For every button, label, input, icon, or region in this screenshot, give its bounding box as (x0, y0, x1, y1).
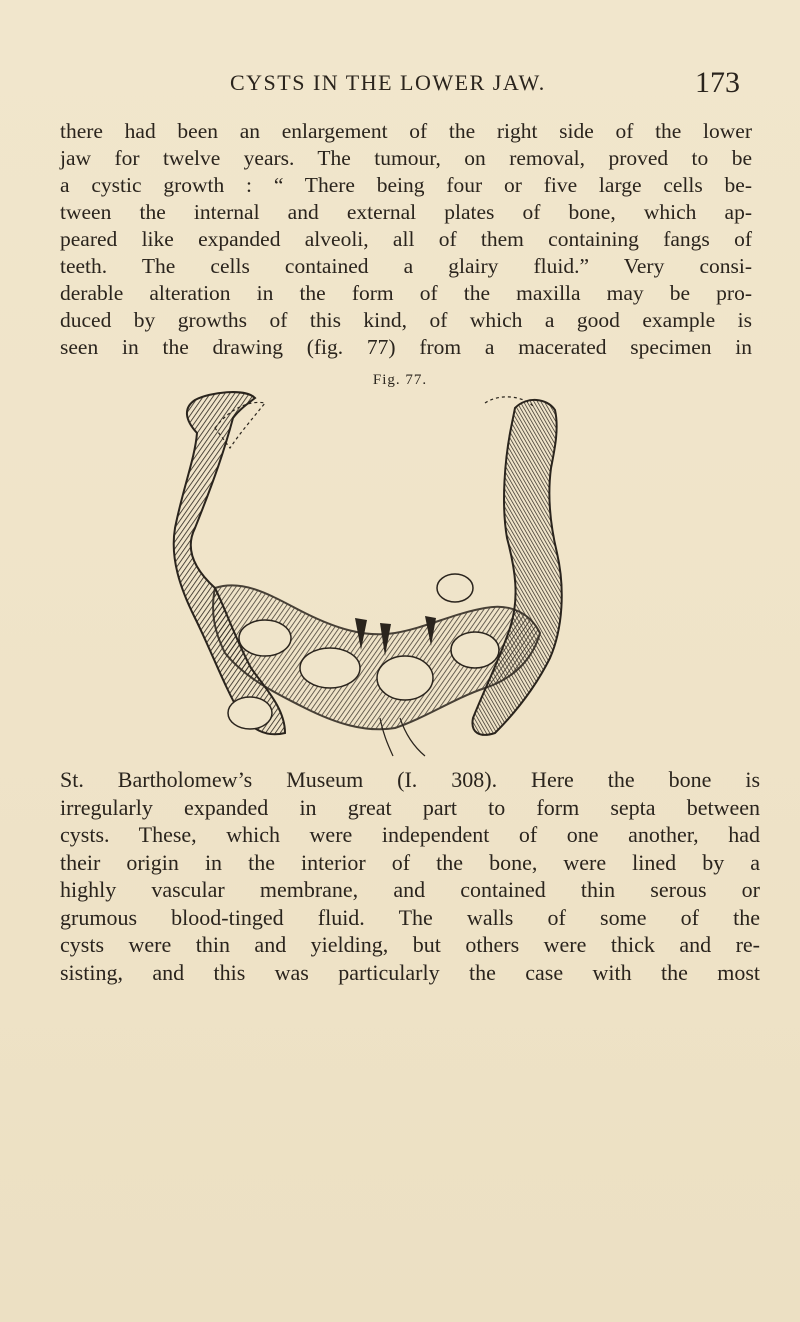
running-title: CYSTS IN THE LOWER JAW. (230, 70, 546, 95)
cyst-cavity (239, 620, 291, 656)
cyst-cavity (377, 656, 433, 700)
paragraph-bottom (60, 766, 760, 986)
text-line: their origin in the interior of the bone, were lined by a (60, 849, 760, 875)
jaw-specimen-illustration (155, 388, 625, 758)
figure-caption: Fig. 77. (372, 372, 428, 388)
running-head (60, 66, 740, 110)
text-line: tween the internal and external plates of bone, which ap- (60, 200, 752, 224)
text-line: teeth. The cells contained a glairy fluid.” Very consi- (60, 254, 752, 278)
text-line: highly vascular membrane, and contained thin serous or (60, 877, 760, 902)
text-line: a cystic growth : “ There being four or five large cells be- (60, 173, 752, 197)
cyst-cavity (437, 574, 473, 602)
text-line: peared like expanded alveoli, all of them containing fangs of (60, 227, 752, 251)
text-line: grumous blood-tinged fluid. The walls of some of the (60, 904, 760, 930)
text-line: seen in the drawing (fig. 77) from a macerated specimen in (60, 335, 752, 359)
text-line: irregularly expanded in great part to form septa between (60, 794, 760, 820)
text-line: jaw for twelve years. The tumour, on removal, proved to be (60, 146, 752, 170)
text-line: cysts were thin and yielding, but others were thick and re- (60, 932, 760, 957)
cyst-cavity (228, 697, 272, 729)
text-line: sisting, and this was particularly the case with the most (60, 959, 760, 985)
paragraph-top (60, 118, 752, 361)
text-line: there had been an enlargement of the right side of the lower (60, 119, 752, 143)
text-line: derable alteration in the form of the maxilla may be pro- (60, 281, 752, 305)
text-line: duced by growths of this kind, of which a good example is (60, 308, 752, 332)
cyst-cavity (300, 648, 360, 688)
page-number: 173 (695, 66, 740, 99)
cyst-cavity (451, 632, 499, 668)
text-line: St. Bartholomew’s Museum (I. 308). Here the bone is (60, 767, 760, 792)
text-line: cysts. These, which were independent of one another, had (60, 822, 760, 847)
